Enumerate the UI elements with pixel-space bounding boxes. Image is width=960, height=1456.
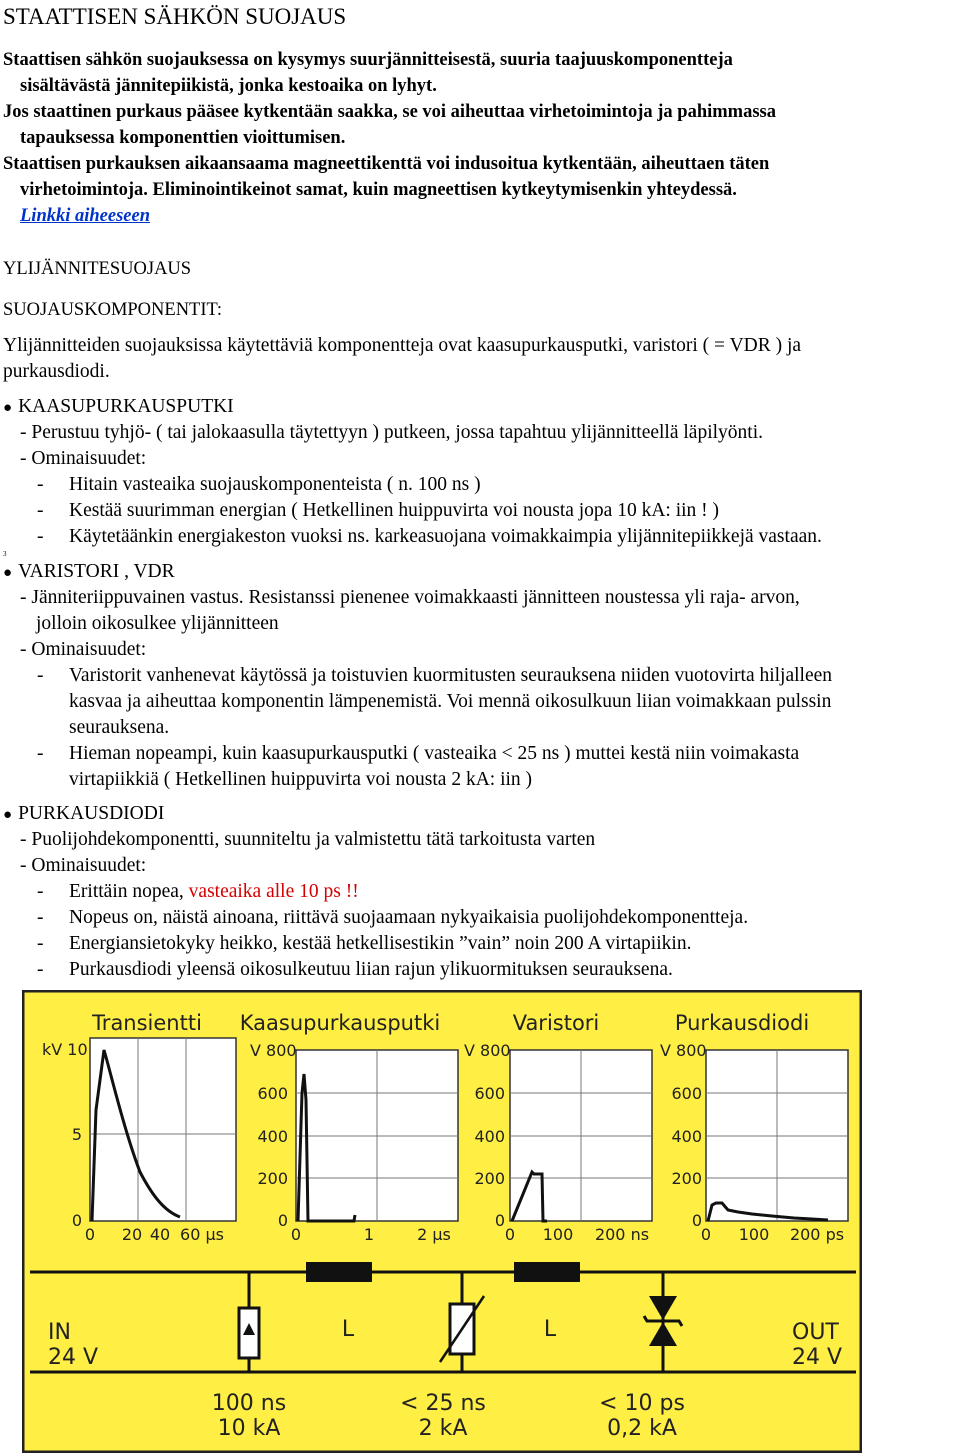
y-tick: 0 <box>71 1211 82 1230</box>
x-tick: 0 <box>504 1225 516 1244</box>
para-line-2: purkausdiodi. <box>3 361 110 382</box>
intro-line-4: tapauksessa komponenttien vioittumisen. <box>20 128 346 148</box>
var-item-1c: seurauksena. <box>69 717 170 738</box>
x-tick: 2 µs <box>417 1225 451 1244</box>
y-tick: 200 <box>474 1169 505 1188</box>
gas-tube-spec: 10 kA <box>217 1416 281 1441</box>
heading-components: SUOJAUSKOMPONENTIT: <box>3 300 223 320</box>
output-label: OUT <box>792 1320 839 1345</box>
dash-marker: - <box>37 933 44 954</box>
output-voltage: 24 V <box>792 1345 843 1370</box>
plot-area <box>90 1038 236 1221</box>
section-diode <box>3 803 164 825</box>
section-heading: VARISTORI , VDR <box>18 561 175 582</box>
x-tick: 0 <box>290 1225 302 1244</box>
bullet-icon: ● <box>3 565 13 581</box>
bullet-icon: ● <box>3 400 13 416</box>
var-item-1b: kasvaa ja aiheuttaa komponentin lämpenemistä. Voi mennä oikosulkuun liian voimakkaan pulssin <box>69 691 832 712</box>
page-title: STAATTISEN SÄHKÖN SUOJAUS <box>3 4 347 29</box>
gas-item-1: Hitain vasteaika suojauskomponenteista ( n. 100 ns ) <box>69 474 481 495</box>
y-tick: 400 <box>257 1127 288 1146</box>
x-tick: 100 <box>738 1225 770 1244</box>
y-tick: 0 <box>691 1211 702 1230</box>
diode-item-1-highlight: vasteaika alle 10 ps !! <box>188 881 359 902</box>
y-unit-label: V 800 <box>250 1041 297 1060</box>
y-tick: 400 <box>671 1127 702 1146</box>
input-voltage: 24 V <box>48 1345 99 1370</box>
panel-title-transient: Transientti <box>92 1011 202 1035</box>
x-tick: 200 ns <box>594 1225 650 1244</box>
y-tick: 5 <box>71 1125 82 1144</box>
intro-line-2: sisältävästä jännitepiikistä, jonka kestoaika on lyhyt. <box>20 76 437 96</box>
intro-line-3: Jos staattinen purkaus pääsee kytkentään saakka, se voi aiheuttaa virhetoimintoja ja pahimmassa <box>3 102 776 122</box>
x-tick: 0 <box>700 1225 712 1244</box>
section-gas-tube <box>3 396 234 418</box>
var-item-1a: Varistorit vanhenevat käytössä ja toistuvien kuormitusten seurauksena niiden vuotovirta hiljalleen <box>69 665 833 686</box>
inductor-2-label: L <box>543 1317 557 1342</box>
y-tick: 600 <box>474 1084 505 1103</box>
footnote-marker: 3 <box>3 550 7 558</box>
section-heading: KAASUPURKAUSPUTKI <box>18 396 234 417</box>
heading-overvoltage: YLIJÄNNITESUOJAUS <box>3 259 192 279</box>
var-item-2b: virtapiikkiä ( Hetkellinen huippuvirta voi nousta 2 kA: iin ) <box>69 769 533 790</box>
y-unit-label: V 800 <box>660 1041 707 1060</box>
diode-item-1 <box>69 881 359 903</box>
y-tick: 200 <box>257 1169 288 1188</box>
varistor-spec: 2 kA <box>418 1416 468 1441</box>
diode-spec: < 10 ps <box>599 1391 685 1416</box>
var-line-2: jolloin oikosulkee ylijännitteen <box>36 613 279 634</box>
input-label: IN <box>48 1320 71 1345</box>
y-unit-label: V 800 <box>464 1041 511 1060</box>
panel-title-varistor: Varistori <box>512 1011 600 1035</box>
var-item-2a: Hieman nopeampi, kuin kaasupurkausputki ( vasteaika < 25 ns ) muttei kestä niin voimakasta <box>69 743 800 764</box>
var-line-3: - Ominaisuudet: <box>20 639 147 660</box>
diode-line-1: - Puolijohdekomponentti, suunniteltu ja valmistettu tätä tarkoitusta varten <box>20 829 596 850</box>
inductor-1-icon <box>306 1262 372 1282</box>
dash-marker: - <box>37 665 44 686</box>
x-tick: 0 <box>84 1225 96 1244</box>
dash-marker: - <box>37 474 44 495</box>
gas-item-3: Käytetäänkin energiakeston vuoksi ns. karkeasuojana voimakkaimpia ylijännitepiikkejä vastaan. <box>69 526 822 547</box>
intro-line-1: Staattisen sähkön suojauksessa on kysymys suurjännitteisestä, suuria taajuuskomponentteja <box>3 50 733 70</box>
x-tick: 100 <box>542 1225 574 1244</box>
y-unit-label: kV 10 <box>42 1040 88 1059</box>
dash-marker: - <box>37 526 44 547</box>
gas-line-1: - Perustuu tyhjö- ( tai jalokaasulla täytettyyn ) putkeen, jossa tapahtuu ylijännitteellä läpilyönti. <box>20 422 763 443</box>
y-tick: 0 <box>277 1211 288 1230</box>
y-tick: 400 <box>474 1127 505 1146</box>
diode-item-3: Energiansietokyky heikko, kestää hetkellisestikin ”vain” noin 200 A virtapiikin. <box>69 933 692 954</box>
x-tick: 40 <box>149 1225 171 1244</box>
section-heading: PURKAUSDIODI <box>18 803 165 824</box>
diode-item-4: Purkausdiodi yleensä oikosulkeutuu liian rajun ylikuormituksen seurauksena. <box>69 959 673 980</box>
dash-marker: - <box>37 500 44 521</box>
diode-item-1-text: Erittäin nopea, <box>69 881 189 902</box>
diode-spec: 0,2 kA <box>607 1416 677 1441</box>
intro-line-5: Staattisen purkauksen aikaansaama magneettikenttä voi indusoitua kytkentään, aiheuttaen täten <box>3 154 770 174</box>
var-line-1: - Jänniteriippuvainen vastus. Resistanssi pienenee voimakkaasti jännitteen noustessa yli raja- arvon, <box>20 587 800 608</box>
dash-marker: - <box>37 881 44 902</box>
topic-link[interactable]: Linkki aiheeseen <box>20 206 151 226</box>
diode-item-2: Nopeus on, näistä ainoana, riittävä suojaamaan nykyaikaisia puolijohdekomponentteja. <box>69 907 749 928</box>
gas-item-2: Kestää suurimman energian ( Hetkellinen huippuvirta voi nousta jopa 10 kA: iin ! ) <box>69 500 720 521</box>
varistor-spec: < 25 ns <box>400 1391 486 1416</box>
diode-line-2: - Ominaisuudet: <box>20 855 147 876</box>
y-tick: 600 <box>671 1084 702 1103</box>
x-tick: 20 <box>121 1225 143 1244</box>
intro-line-6: virhetoimintoja. Eliminointikeinot samat, kuin magneettisen kytkeytymisenkin yhteydessä. <box>20 180 737 200</box>
gas-tube-spec: 100 ns <box>211 1391 287 1416</box>
y-tick: 200 <box>671 1169 702 1188</box>
dash-marker: - <box>37 743 44 764</box>
inductor-2-icon <box>514 1262 580 1282</box>
panel-title-gas-tube: Kaasupurkausputki <box>239 1011 441 1035</box>
x-tick: 60 µs <box>180 1225 224 1244</box>
y-tick: 0 <box>494 1211 505 1230</box>
gas-line-2: - Ominaisuudet: <box>20 448 147 469</box>
dash-marker: - <box>37 907 44 928</box>
inductor-1-label: L <box>341 1317 355 1342</box>
panel-title-diode: Purkausdiodi <box>674 1011 810 1035</box>
protection-circuit-figure <box>22 990 862 1453</box>
dash-marker: - <box>37 959 44 980</box>
x-tick: 200 ps <box>789 1225 845 1244</box>
para-line-1: Ylijännitteiden suojauksissa käytettäviä komponentteja ovat kaasupurkausputki, varistori ( = VDR ) ja <box>3 335 802 356</box>
y-tick: 600 <box>257 1084 288 1103</box>
x-tick: 1 <box>363 1225 375 1244</box>
section-varistor <box>3 561 175 583</box>
bullet-icon: ● <box>3 807 13 823</box>
